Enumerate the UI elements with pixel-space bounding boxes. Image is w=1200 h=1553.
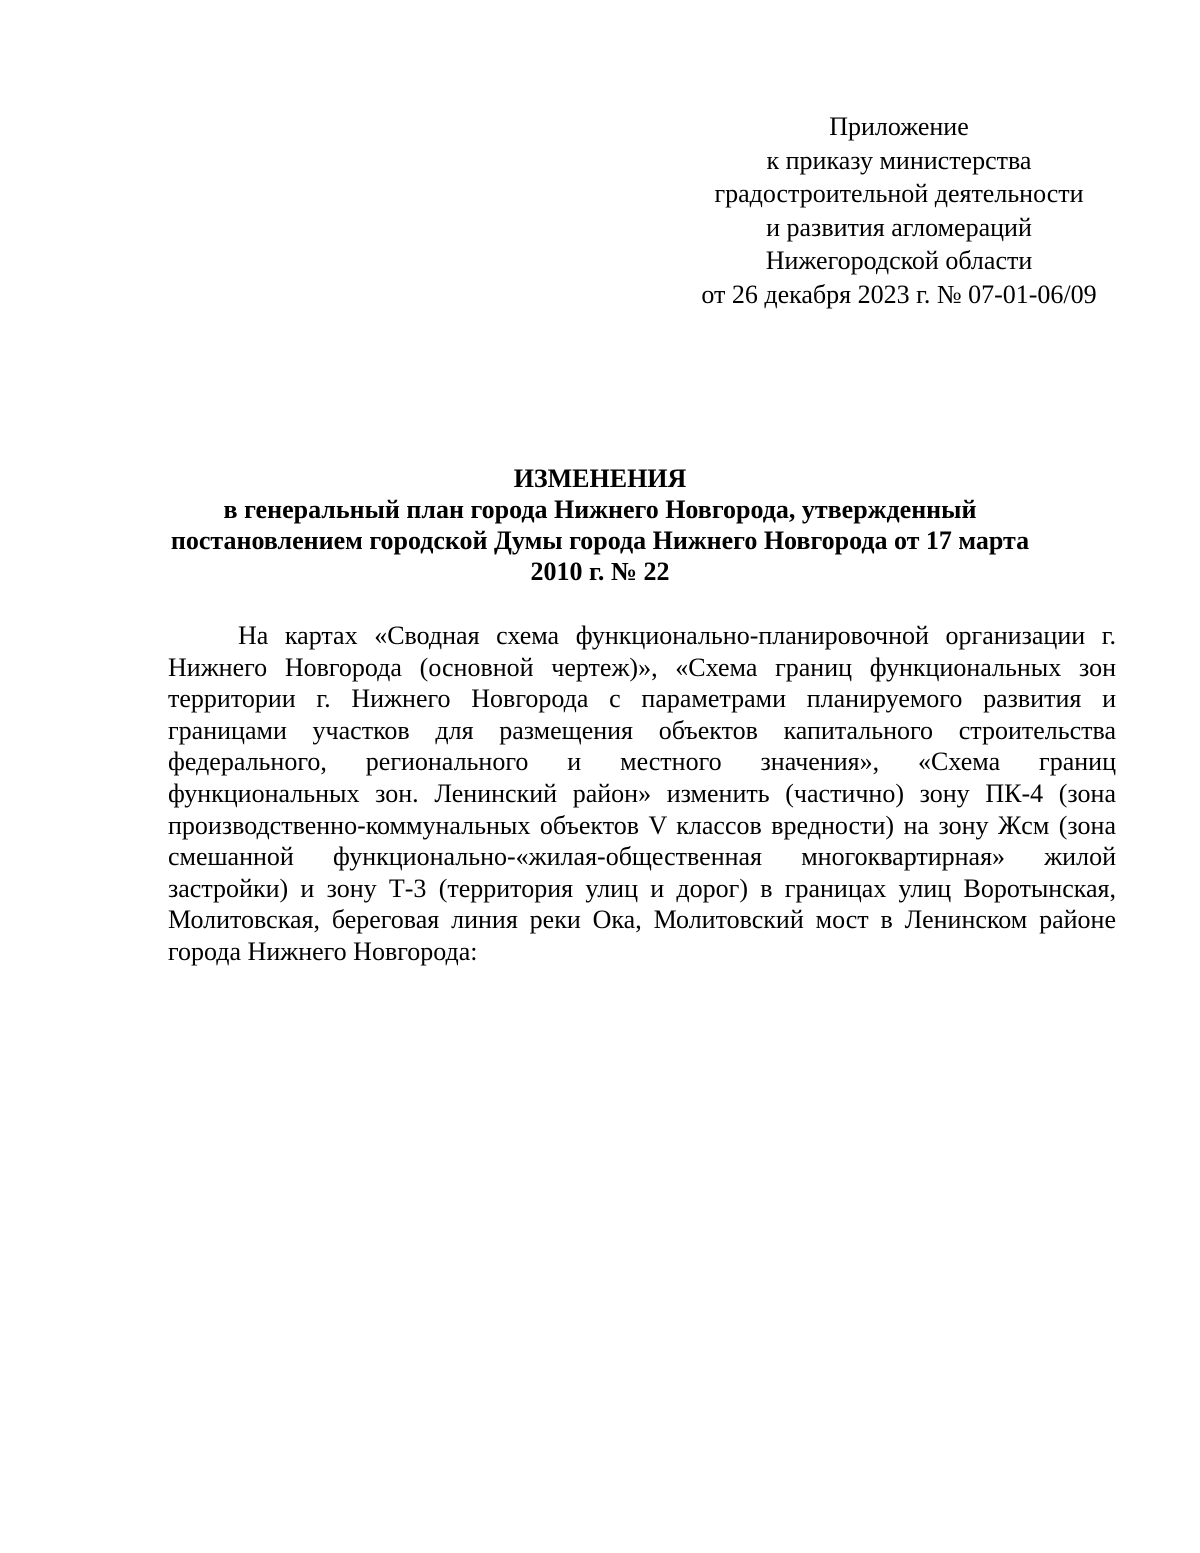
document-title bbox=[150, 463, 1050, 587]
appendix-block bbox=[660, 110, 1138, 311]
appendix-line: от 26 декабря 2023 г. № 07-01-06/09 bbox=[701, 279, 1097, 309]
title-line: в генеральный план города Нижнего Новгорода, утвержденный bbox=[223, 495, 977, 524]
appendix-line: и развития агломераций bbox=[766, 212, 1032, 242]
appendix-line: Нижегородской области bbox=[765, 246, 1033, 275]
appendix-line: Приложение bbox=[829, 112, 969, 141]
appendix-line: градостроительной деятельности bbox=[714, 179, 1084, 208]
body-paragraph: На картах «Сводная схема функционально-планировочной организации г. Нижнего Новгорода (основной чертеж)», «Схема границ функциональных зон территории г. Нижнего Новгорода с параметрами планируемого развития и границами участков для размещения объектов капитального строительства федерального, регионального и местного значения», «Схема границ функциональных зон. Ленинский район» изменить (частично) зону ПК-4 (зона производственно-коммунальных объектов V классов вредности) на зону Жсм (зона смешанной функционально-«жилая-общественная многоквартирная» жилой застройки) и зону Т-3 (территория улиц и дорог) в границах улиц Воротынская, Молитовская, береговая линия реки Ока, Молитовский мост в Ленинском районе города Нижнего Новгорода: bbox=[168, 621, 1116, 966]
appendix-line: к приказу министерства bbox=[766, 145, 1032, 175]
title-heading: ИЗМЕНЕНИЯ bbox=[513, 464, 687, 493]
title-line: 2010 г. № 22 bbox=[530, 557, 670, 586]
title-line: постановлением городской Думы города Нижнего Новгорода от 17 марта bbox=[170, 526, 1030, 555]
